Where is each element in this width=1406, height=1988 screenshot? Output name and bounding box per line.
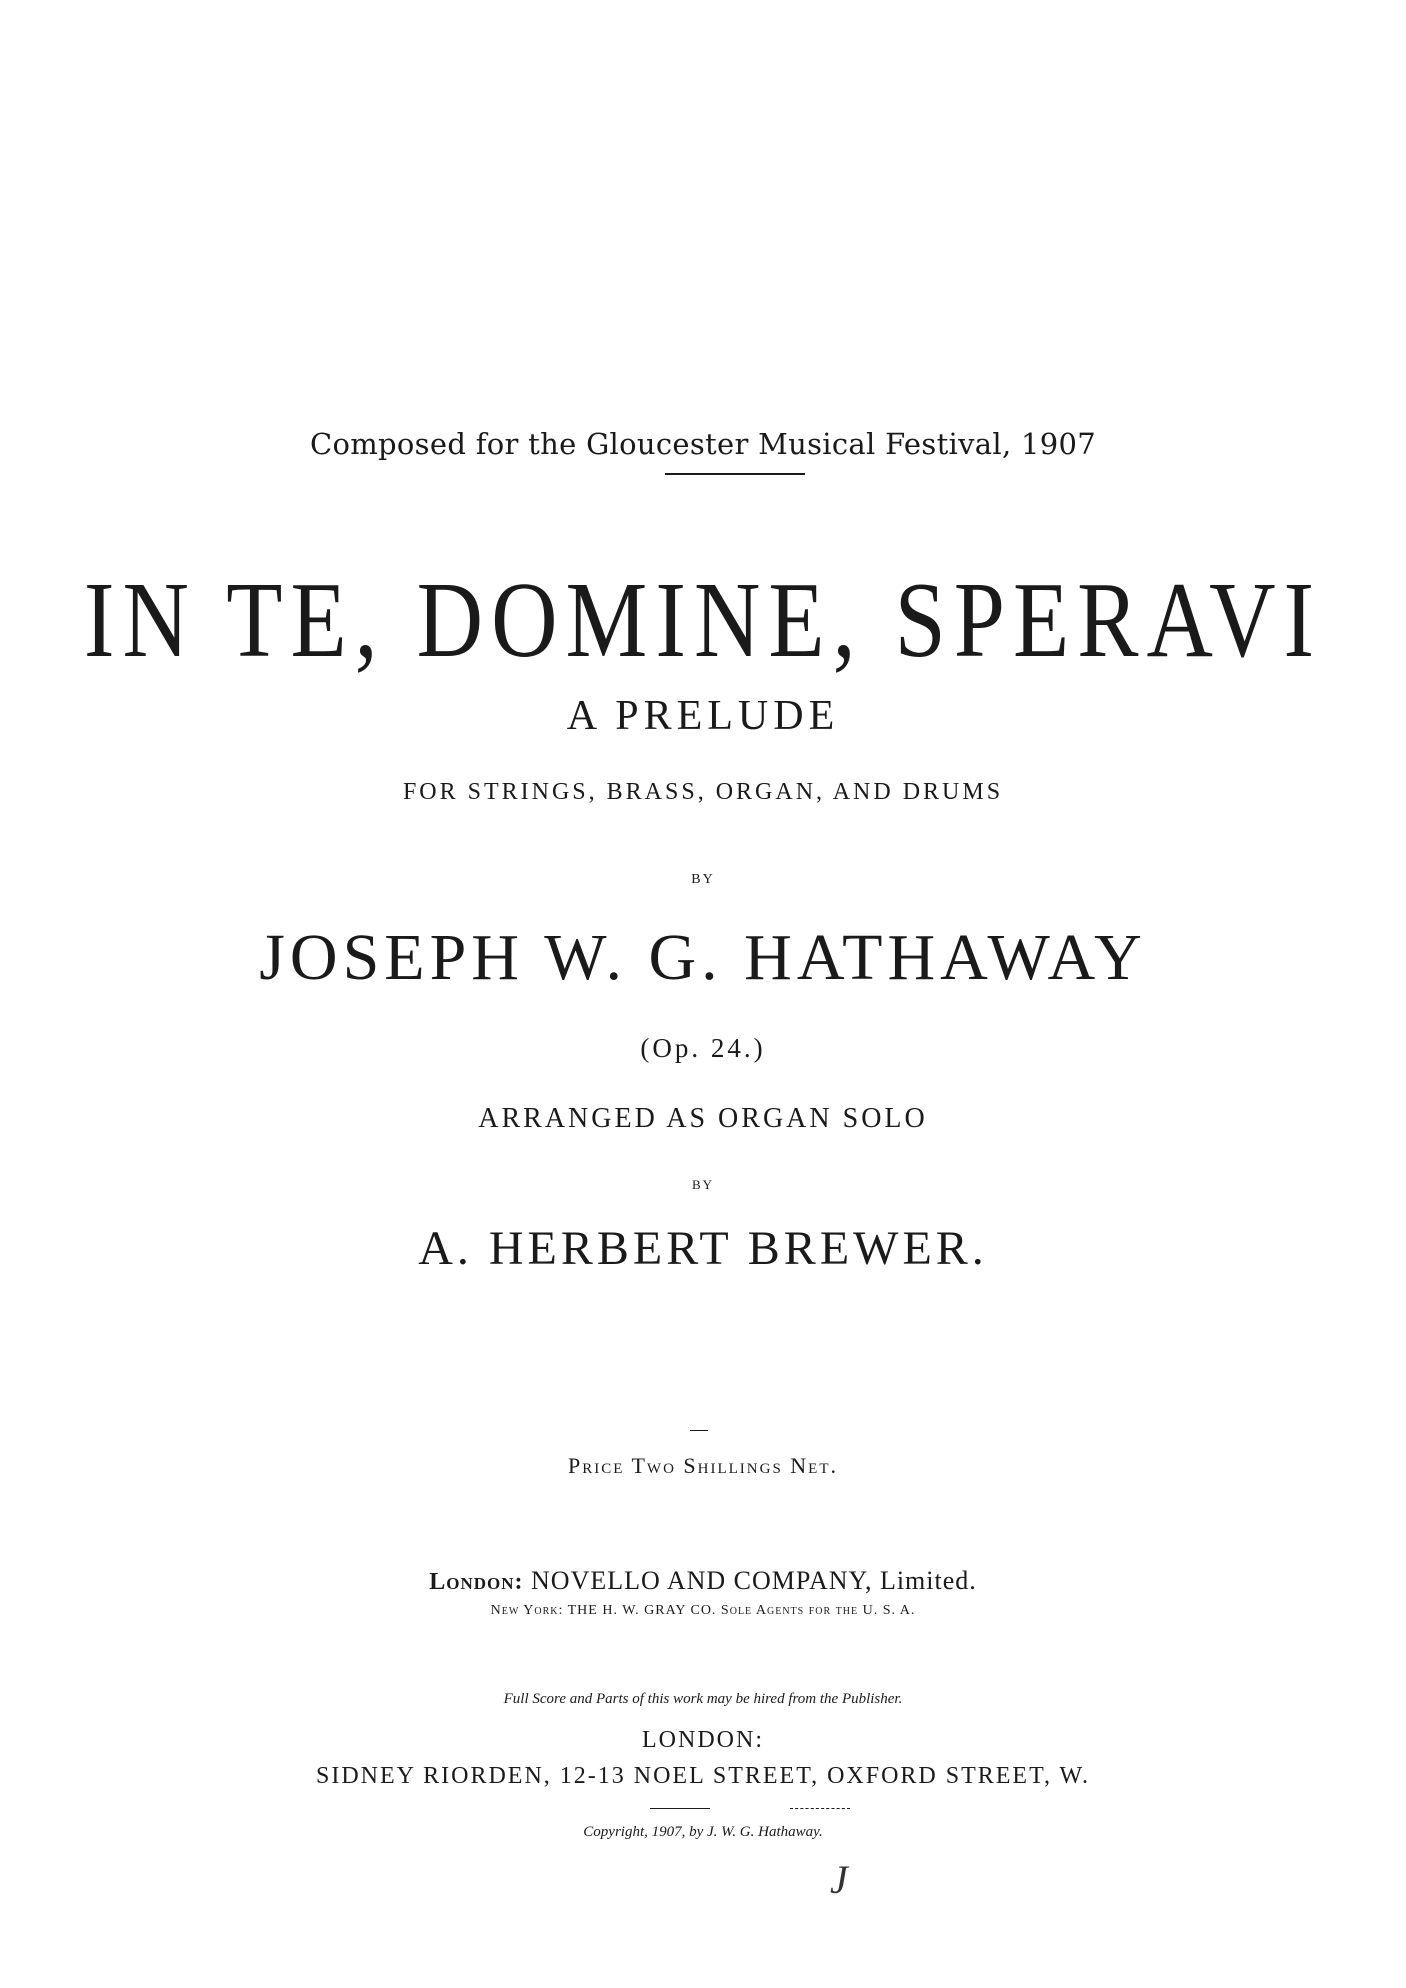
london-label: LONDON: [642, 1727, 764, 1753]
instrumentation: FOR STRINGS, BRASS, ORGAN, AND DRUMS [402, 779, 1004, 805]
by-label-arranger: BY [691, 1177, 715, 1192]
handwritten-mark: J [830, 1857, 848, 1902]
opus-number: (Op. 24.) [640, 1033, 766, 1063]
work-subtitle: A PRELUDE [566, 693, 840, 739]
composer-name: JOSEPH W. G. HATHAWAY [259, 921, 1147, 994]
dedication-line: Composed for the Gloucester Musical Festival, 1907 [310, 427, 1096, 461]
copyright-rule-left [650, 1808, 710, 1809]
price-line: Price Two Shillings Net. [567, 1453, 839, 1478]
copyright-notice: Copyright, 1907, by J. W. G. Hathaway. [583, 1824, 823, 1840]
dedication-rule [665, 473, 805, 475]
by-label-composer: BY [691, 872, 715, 887]
publisher-city: London: [429, 1569, 524, 1595]
publisher-address: SIDNEY RIORDEN, 12-13 NOEL STREET, OXFORD STREET, W. [316, 1763, 1090, 1789]
hire-notice: Full Score and Parts of this work may be hired from the Publisher. [503, 1691, 903, 1707]
copyright-rule-right [790, 1808, 850, 1809]
publisher-name: NOVELLO AND COMPANY, Limited. [531, 1566, 977, 1595]
us-agents-line: New York: THE H. W. GRAY CO. Sole Agents for the U. S. A. [490, 1603, 916, 1618]
arrangement-note: ARRANGED AS ORGAN SOLO [478, 1103, 928, 1134]
publisher-line [0, 1568, 1406, 1594]
arranger-name: A. HERBERT BREWER. [418, 1222, 988, 1275]
work-title: IN TE, DOMINE, SPERAVI [83, 559, 1323, 680]
price-rule [690, 1430, 708, 1431]
